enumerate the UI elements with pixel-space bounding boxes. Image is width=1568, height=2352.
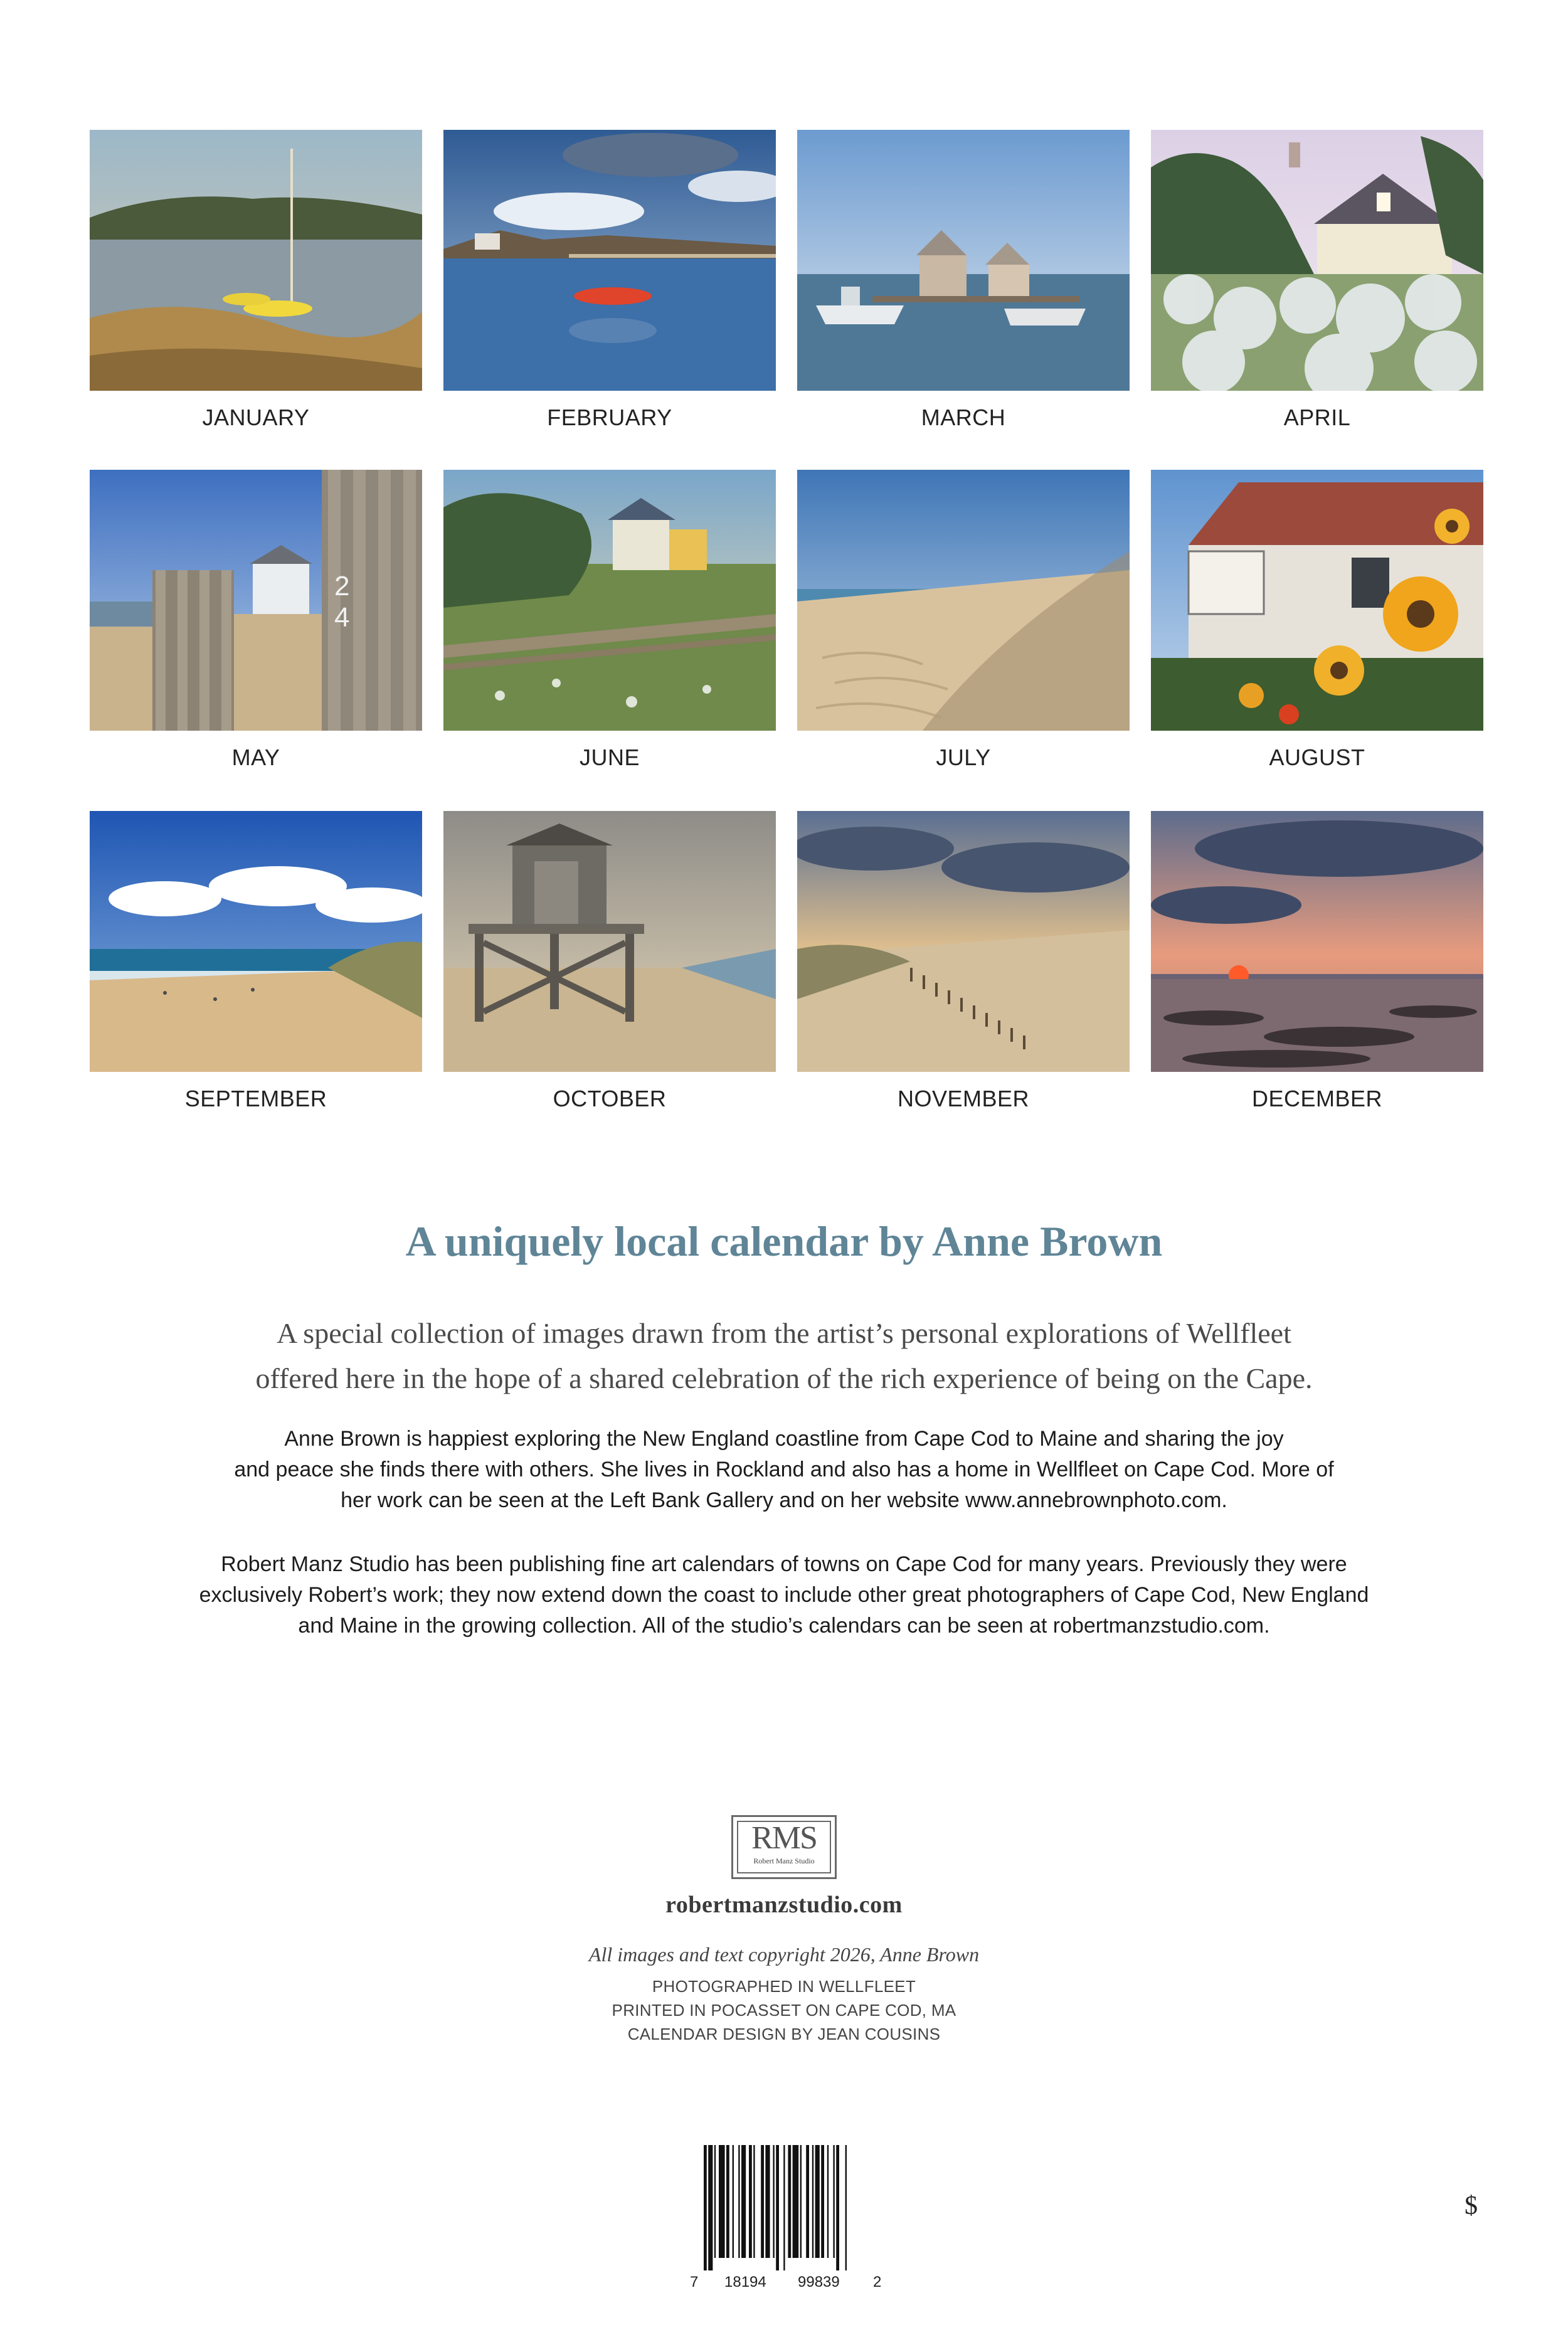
month-october bbox=[443, 811, 776, 1112]
logo-subtitle: Robert Manz Studio bbox=[753, 1857, 815, 1865]
studio-line: Robert Manz Studio has been publishing fine art calendars of towns on Cape Cod for many years. Previously they were bbox=[221, 1552, 1347, 1576]
barcode-bar bbox=[783, 2145, 785, 2270]
july-photo bbox=[797, 470, 1130, 731]
bio-line: and peace she finds there with others. She lives in Rockland and also has a home in Wellfleet on Cape Cod. More of bbox=[234, 1458, 1334, 1481]
month-february bbox=[443, 130, 776, 431]
month-december bbox=[1151, 811, 1483, 1112]
may-label: MAY bbox=[231, 744, 280, 770]
barcode-bar bbox=[749, 2145, 752, 2258]
august-photo bbox=[1151, 470, 1483, 731]
intro-line: offered here in the hope of a shared celebration of the rich experience of being on the Cape. bbox=[255, 1362, 1313, 1394]
december-photo bbox=[1151, 811, 1483, 1072]
intro-line: A special collection of images drawn from the artist’s personal explorations of Wellfleet bbox=[277, 1317, 1291, 1349]
svg-text:4: 4 bbox=[334, 602, 350, 633]
barcode-left-digits: 18194 bbox=[724, 2274, 766, 2291]
studio-line: and Maine in the growing collection. All of the studio’s calendars can be seen at robertmanzstudio.com. bbox=[298, 1614, 1270, 1638]
studio-website: robertmanzstudio.com bbox=[665, 1892, 903, 1918]
barcode-bar bbox=[815, 2145, 820, 2258]
rms-logo bbox=[731, 1815, 837, 1879]
november-photo bbox=[797, 811, 1130, 1072]
september-photo bbox=[90, 811, 422, 1072]
october-label: OCTOBER bbox=[553, 1086, 667, 1111]
barcode-bar bbox=[812, 2145, 813, 2258]
copyright-notice: All images and text copyright 2026, Anne Brown bbox=[588, 1943, 980, 1966]
barcode-bar bbox=[741, 2145, 746, 2258]
march-photo bbox=[797, 130, 1130, 391]
credit-design: CALENDAR DESIGN BY JEAN COUSINS bbox=[627, 2025, 941, 2043]
barcode-bar bbox=[833, 2145, 834, 2258]
month-march bbox=[797, 130, 1130, 431]
barcode-bar bbox=[753, 2145, 755, 2258]
barcode-bar bbox=[719, 2145, 725, 2258]
february-label: FEBRUARY bbox=[547, 405, 672, 430]
credit-printed: PRINTED IN POCASSET ON CAPE COD, MA bbox=[612, 2001, 956, 2020]
barcode-bar bbox=[800, 2145, 802, 2258]
month-july bbox=[797, 470, 1130, 771]
barcode-bar bbox=[776, 2145, 779, 2270]
june-photo bbox=[443, 470, 776, 731]
may-photo bbox=[90, 470, 422, 731]
barcode-bar bbox=[821, 2145, 824, 2258]
january-photo bbox=[90, 130, 422, 391]
bio-line: her work can be seen at the Left Bank Gallery and on her website www.annebrownphoto.com. bbox=[341, 1488, 1227, 1512]
studio-description bbox=[125, 1549, 1443, 1641]
month-april bbox=[1151, 130, 1483, 431]
april-photo bbox=[1151, 130, 1483, 391]
barcode-right-digits: 99839 bbox=[798, 2274, 840, 2291]
barcode bbox=[690, 2145, 884, 2289]
barcode-bar bbox=[726, 2145, 729, 2258]
credit-photographed: PHOTOGRAPHED IN WELLFLEET bbox=[652, 1977, 916, 1996]
march-label: MARCH bbox=[921, 405, 1006, 430]
july-label: JULY bbox=[936, 744, 991, 770]
month-june bbox=[443, 470, 776, 771]
barcode-bar bbox=[738, 2145, 739, 2258]
june-label: JUNE bbox=[579, 744, 640, 770]
november-label: NOVEMBER bbox=[897, 1086, 1030, 1111]
barcode-bar bbox=[714, 2145, 716, 2258]
month-photo-grid bbox=[0, 0, 1568, 1160]
barcode-bar bbox=[708, 2145, 712, 2270]
bio-line: Anne Brown is happiest exploring the New England coastline from Cape Cod to Maine and sharing the joy bbox=[284, 1427, 1284, 1451]
december-label: DECEMBER bbox=[1251, 1086, 1383, 1111]
month-september bbox=[90, 811, 422, 1112]
january-label: JANUARY bbox=[202, 405, 310, 430]
april-label: APRIL bbox=[1283, 405, 1351, 430]
barcode-bar bbox=[773, 2145, 774, 2258]
barcode-bar bbox=[845, 2145, 847, 2270]
logo-letters: RMS bbox=[751, 1820, 817, 1856]
october-photo bbox=[443, 811, 776, 1072]
headline: A uniquely local calendar by Anne Brown bbox=[405, 1217, 1163, 1265]
barcode-bar bbox=[761, 2145, 764, 2258]
price-symbol: $ bbox=[1465, 2191, 1478, 2220]
month-january bbox=[90, 130, 422, 431]
barcode-bar bbox=[765, 2145, 770, 2258]
september-label: SEPTEMBER bbox=[184, 1086, 327, 1111]
month-august bbox=[1151, 470, 1483, 771]
barcode-bar bbox=[704, 2145, 707, 2270]
month-november bbox=[797, 811, 1130, 1112]
barcode-bar bbox=[733, 2145, 734, 2258]
barcode-bars bbox=[690, 2145, 884, 2270]
intro-text bbox=[125, 1311, 1443, 1401]
studio-line: exclusively Robert’s work; they now extend down the coast to include other great photographers of Cape Cod, New England bbox=[199, 1583, 1369, 1607]
barcode-bar bbox=[793, 2145, 799, 2258]
barcode-bar bbox=[827, 2145, 829, 2258]
february-photo bbox=[443, 130, 776, 391]
barcode-bar bbox=[806, 2145, 809, 2258]
barcode-bar bbox=[788, 2145, 791, 2258]
barcode-check-digit: 2 bbox=[873, 2274, 882, 2291]
barcode-lead-digit: 7 bbox=[690, 2274, 699, 2291]
svg-text:2: 2 bbox=[334, 571, 350, 601]
august-label: AUGUST bbox=[1269, 744, 1365, 770]
artist-bio bbox=[125, 1424, 1443, 1516]
barcode-bar bbox=[836, 2145, 839, 2270]
month-may bbox=[90, 470, 422, 771]
